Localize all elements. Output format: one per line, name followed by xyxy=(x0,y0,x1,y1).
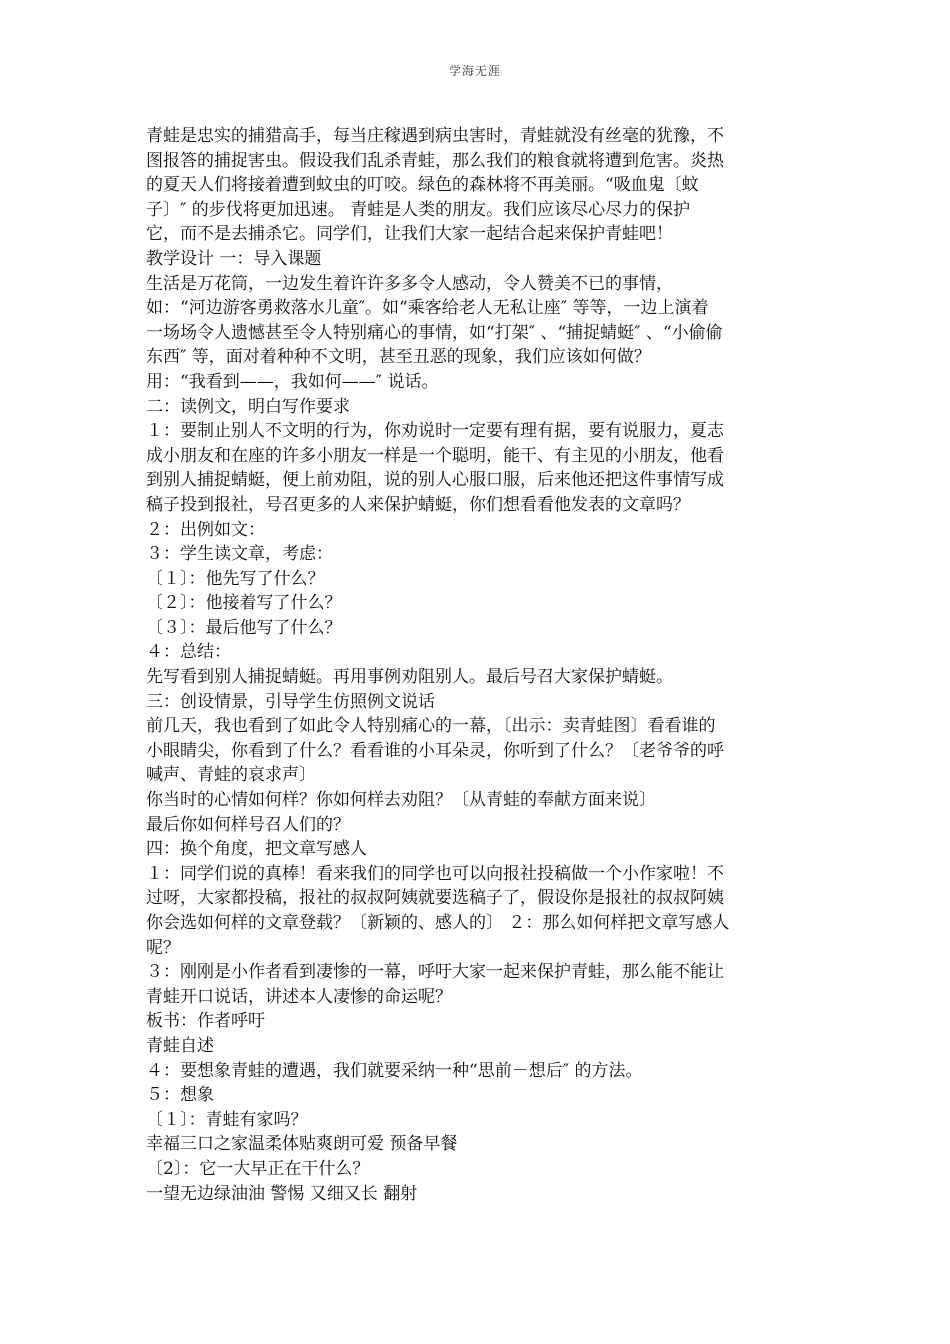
text-line: 用：“我看到——，我如何——″ 说话。 xyxy=(146,371,439,392)
document-body xyxy=(146,124,806,1206)
text-line: 你当时的心情如何样？你如何样去劝阻？〔从青蛙的奉献方面来说〕 xyxy=(146,790,656,811)
text-line: 幸福三口之家温柔体贴爽朗可爱 预备早餐 xyxy=(146,1134,458,1155)
text-line: 青蛙自述 xyxy=(146,1035,214,1056)
text-line: 生活是万花筒，一边发生着许许多多令人感动，令人赞美不已的事情， xyxy=(146,273,673,294)
text-line: 前几天，我也看到了如此令人特别痛心的一幕，〔出示：卖青蛙图〕看看谁的 xyxy=(146,716,716,737)
text-line: 一望无边绿油油 警惕 又细又长 翻射 xyxy=(146,1183,418,1204)
text-line: 你会选如何样的文章登载？〔新颖的、感人的〕 ２：那么如何样把文章写感人 xyxy=(146,913,730,933)
text-line: 板书：作者呼吁 xyxy=(146,1011,265,1032)
text-line: 到别人捕捉蜻蜓，便上前劝阻，说的别人心服口服，后来他还把这件事情写成 xyxy=(146,470,724,491)
text-line: 青蛙是忠实的捕猎高手，每当庄稼遇到病虫害时，青蛙就没有丝毫的犹豫，不 xyxy=(146,126,724,146)
text-line: 〔２〕：他接着写了什么？ xyxy=(146,593,342,614)
text-line: 青蛙开口说话，讲述本人凄惨的命运呢？ xyxy=(146,986,452,1007)
text-line: 一场场令人遗憾甚至令人特别痛心的事情，如“打架″ 、“捕捉蜻蜓″ 、“小偷偷 xyxy=(146,322,723,343)
text-line: 最后你如何样号召人们的？ xyxy=(146,814,350,835)
text-line: 〔2〕：它一大早正在干什么？ xyxy=(146,1158,370,1179)
text-line: 子〕″ 的步伐将更加迅速。 青蛙是人类的朋友。我们应该尽心尽力的保护 xyxy=(146,199,691,220)
text-line: 图报答的捕捉害虫。假设我们乱杀青蛙，那么我们的粮食就将遭到危害。炎热 xyxy=(146,150,724,171)
text-line: 东西″ 等，面对着种种不文明，甚至丑恶的现象，我们应该如何做？ xyxy=(146,347,651,368)
text-line: 〔１〕：青蛙有家吗？ xyxy=(146,1109,308,1130)
text-line: 的夏天人们将接着遭到蚊虫的叮咬。绿色的森林将不再美丽。“吸血鬼〔蚊 xyxy=(146,175,699,196)
text-line: 过呀，大家都投稿，报社的叔叔阿姨就要选稿子了，假设你是报社的叔叔阿姨 xyxy=(146,888,724,909)
text-line: 〔３〕：最后他写了什么？ xyxy=(146,617,342,638)
text-line: 成小朋友和在座的许多小朋友一样是一个聪明，能干、有主见的小朋友，他看 xyxy=(146,445,724,466)
text-line: 四：换个角度，把文章写感人 xyxy=(146,839,367,860)
text-line: ５：想象 xyxy=(146,1085,214,1106)
text-line: 它，而不是去捕杀它。同学们，让我们大家一起结合起来保护青蛙吧！ xyxy=(146,224,673,245)
page-header: 学海无涯 xyxy=(448,64,501,78)
text-line: 二：读例文，明白写作要求 xyxy=(146,396,350,417)
text-line: 稿子投到报社，号召更多的人来保护蜻蜓，你们想看看他发表的文章吗？ xyxy=(146,494,690,515)
text-line: 三：创设情景，引导学生仿照例文说话 xyxy=(146,691,435,712)
text-line: ３：刚刚是小作者看到凄惨的一幕，呼吁大家一起来保护青蛙，那么能不能让 xyxy=(146,962,724,983)
text-line: 先写看到别人捕捉蜻蜓。再用事例劝阻别人。最后号召大家保护蜻蜓。 xyxy=(146,667,673,688)
text-line: ４：要想象青蛙的遭遇，我们就要采纳一种“思前－想后″ 的方法。 xyxy=(146,1060,643,1081)
text-line: 教学设计 一：导入课题 xyxy=(146,248,322,269)
text-line: ３：学生读文章，考虑： xyxy=(146,544,333,565)
text-line: ２：出例如文： xyxy=(146,519,265,540)
text-line: 〔１〕：他先写了什么？ xyxy=(146,568,325,589)
text-line: １：要制止别人不文明的行为，你劝说时一定要有理有据，要有说服力，夏志 xyxy=(146,421,724,442)
text-line: 如：“河边游客勇救落水儿童″。如“乘客给老人无私让座″ 等等，一边上演着 xyxy=(146,298,709,319)
text-line: ４：总结： xyxy=(146,642,231,663)
text-line: １：同学们说的真棒！看来我们的同学也可以向报社投稿做一个小作家啦！不 xyxy=(146,863,724,884)
text-line: 小眼睛尖，你看到了什么？看看谁的小耳朵灵，你听到了什么？〔老爷爷的呼 xyxy=(146,740,724,761)
text-line: 呢？ xyxy=(146,937,180,958)
text-line: 喊声、青蛙的哀求声〕 xyxy=(146,765,316,786)
